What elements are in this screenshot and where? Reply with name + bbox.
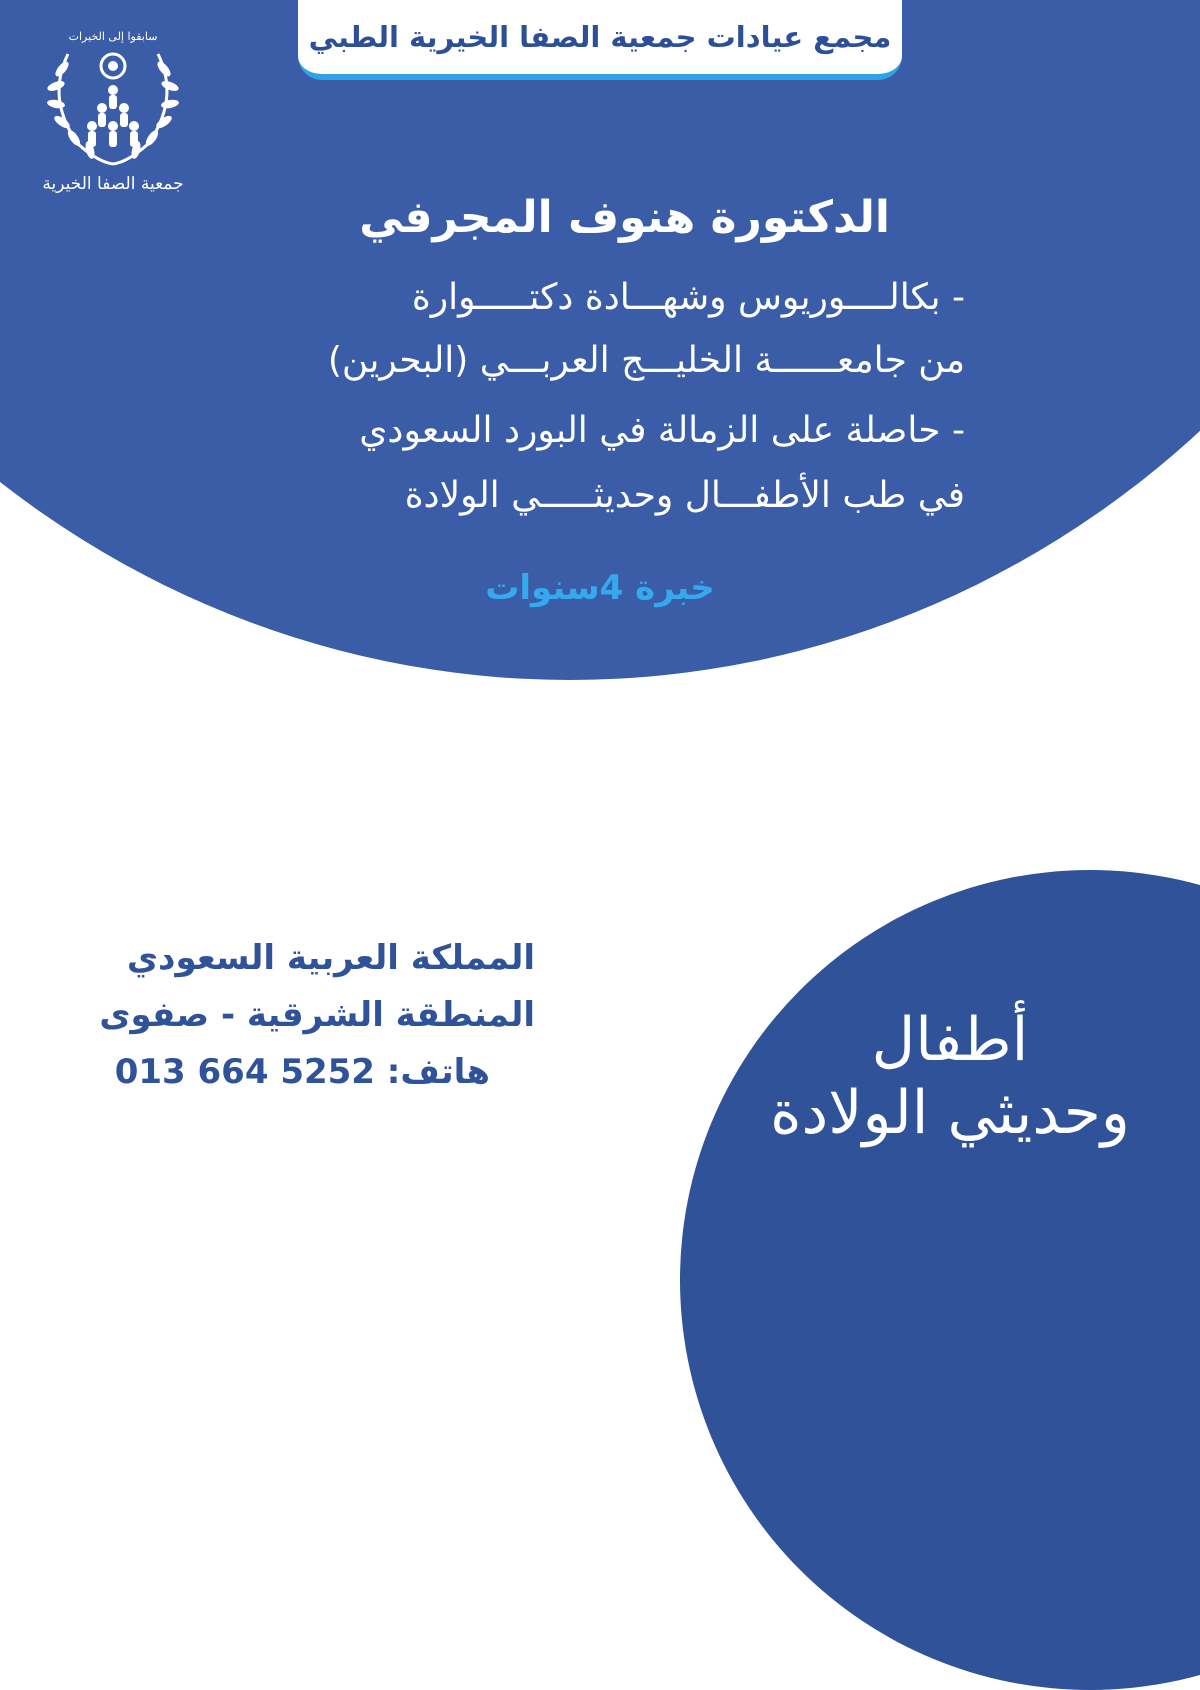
header-title: مجمع عيادات جمعية الصفا الخيرية الطبي [308,20,892,54]
address-country: المملكة العربية السعودي [126,938,535,978]
address-region: المنطقة الشرقية - صفوى [99,995,535,1035]
charity-emblem-icon [38,24,188,174]
qualification-line: من جامعــــــة الخليـــج العربـــي (البحرين) [327,340,965,381]
header-banner [298,0,902,80]
experience-text: خبرة 4سنوات [485,568,715,608]
logo-caption: جمعية الصفا الخيرية [42,174,184,194]
qualification-line: - بكالــــوريوس وشهـــادة دكتـــــوارة [411,277,965,318]
phone-number: 013 664 5252 [114,1052,375,1092]
phone-line [40,1052,490,1092]
qualification-line: في طب الأطفـــال وحديثـــــي الولادة [404,475,965,516]
logo-motto: سابقوا إلى الخيرات [68,30,158,43]
doctor-name: الدكتورة هنوف المجرفي [359,192,890,243]
department-line-2: وحديثي الولادة [770,1078,1130,1148]
phone-label: هاتف: [386,1052,490,1092]
bottom-blue-circle [680,870,1200,1690]
qualification-line: - حاصلة على الزمالة في البورد السعودي [359,410,965,451]
charity-logo [38,24,188,199]
department-line-1: أطفال [871,1005,1029,1075]
